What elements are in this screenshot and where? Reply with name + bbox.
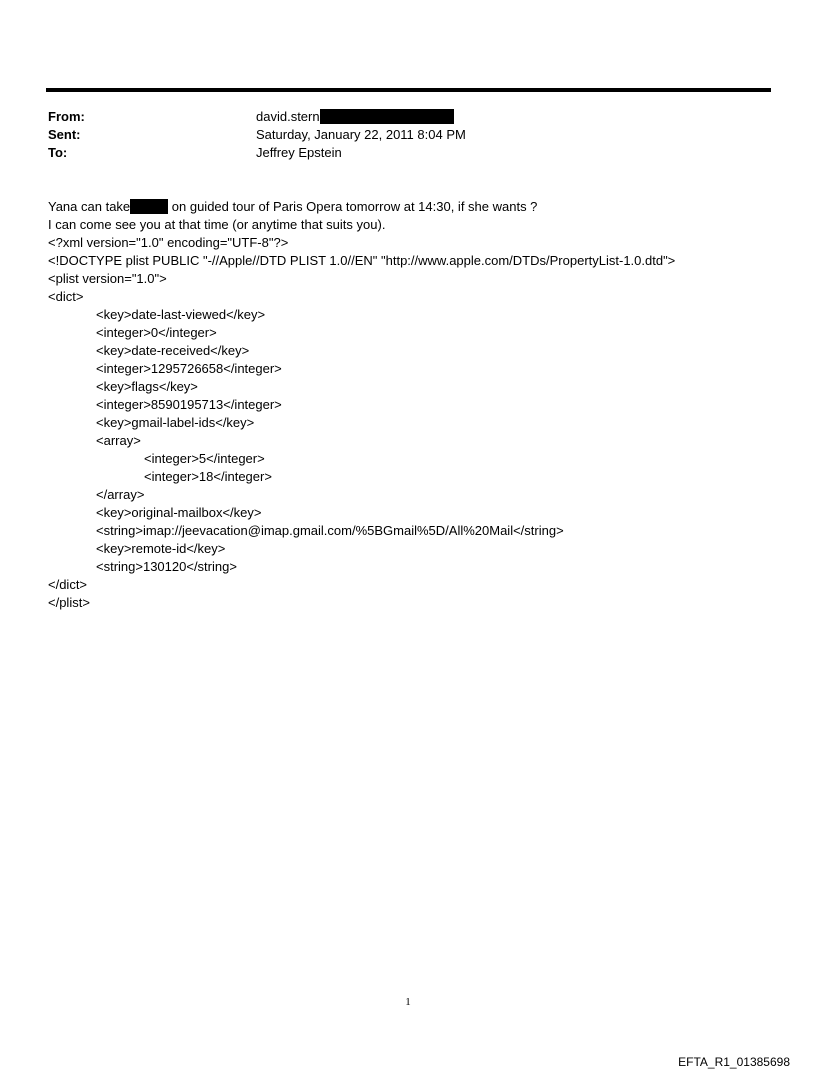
email-body (48, 198, 675, 612)
plist-line: <plist version="1.0"> (48, 271, 167, 286)
plist-line: </plist> (48, 595, 90, 610)
from-address: david.stern (256, 109, 320, 124)
plist-line: <integer>1295726658</integer> (96, 361, 282, 376)
plist-line: <string>imap://jeevacation@imap.gmail.com/%5BGmail%5D/All%20Mail</string> (96, 523, 564, 538)
plist-line: <?xml version="1.0" encoding="UTF-8"?> (48, 235, 289, 250)
plist-line: <key>date-last-viewed</key> (96, 307, 266, 322)
plist-line: <key>original-mailbox</key> (96, 505, 262, 520)
body-text: on guided tour of Paris Opera tomorrow at 14:30, if she wants ? (168, 199, 538, 214)
plist-line: <integer>0</integer> (96, 325, 217, 340)
to-label: To: (48, 145, 68, 160)
to-value: Jeffrey Epstein (256, 145, 342, 160)
plist-line: <integer>5</integer> (144, 451, 265, 466)
sent-label: Sent: (48, 127, 81, 142)
plist-line: <string>130120</string> (96, 559, 237, 574)
body-line (48, 198, 675, 216)
plist-line: <array> (96, 433, 141, 448)
body-text: Yana can take (48, 199, 131, 214)
sent-value: Saturday, January 22, 2011 8:04 PM (256, 127, 466, 142)
redaction-box (320, 109, 454, 124)
bates-number: EFTA_R1_01385698 (678, 1055, 790, 1069)
plist-line: <key>gmail-label-ids</key> (96, 415, 255, 430)
plist-line: <key>remote-id</key> (96, 541, 226, 556)
plist-line: </array> (96, 487, 145, 502)
plist-line: <key>flags</key> (96, 379, 198, 394)
from-label: From: (48, 109, 85, 124)
plist-line: <key>date-received</key> (96, 343, 250, 358)
page-number: 1 (405, 996, 411, 1008)
body-line: I can come see you at that time (or anytime that suits you). (48, 217, 386, 232)
plist-line: <dict> (48, 289, 84, 304)
plist-line: <!DOCTYPE plist PUBLIC "-//Apple//DTD PLIST 1.0//EN" "http://www.apple.com/DTDs/PropertyList-1.0.dtd"> (48, 253, 676, 268)
header-rule (46, 88, 771, 92)
plist-line: <integer>8590195713</integer> (96, 397, 282, 412)
plist-line: </dict> (48, 577, 88, 592)
from-value (256, 108, 454, 126)
redaction-box (130, 199, 168, 214)
plist-line: <integer>18</integer> (144, 469, 272, 484)
